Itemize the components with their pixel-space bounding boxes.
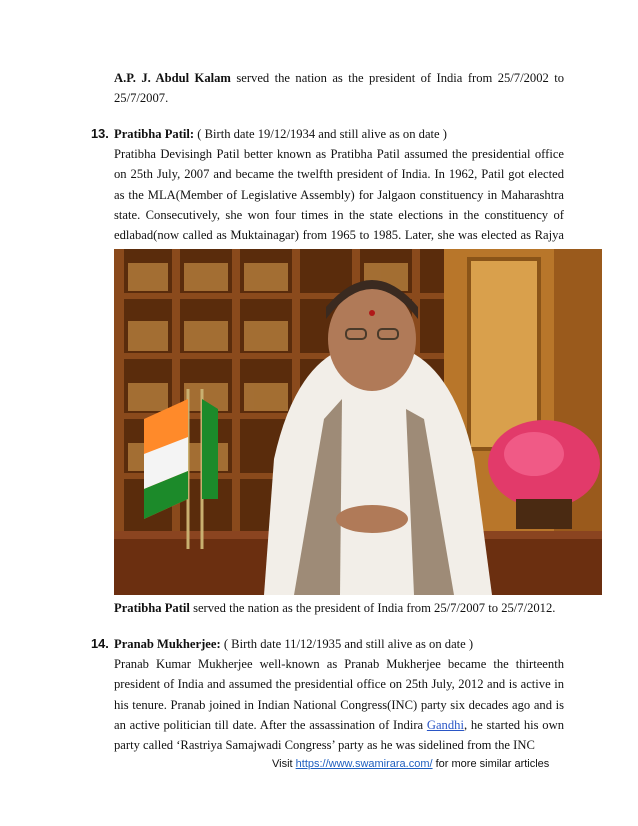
mukherjee-body-text: Pranab Kumar Mukherjee well-known as Pranab Mukherjee became the thirteenth president of India and assumed the presidential office on 25th July, 2012 and is active in his tenure. Pranab joined in Indian National Congress(INC) party six decades ago and is an active politician till date. After the assassination of Indira <box>114 657 564 732</box>
patil-heading <box>91 124 571 144</box>
kalam-name: A.P. J. Abdul Kalam <box>114 71 231 85</box>
patil-caption-name: Pratibha Patil <box>114 601 190 615</box>
kalam-summary-text: served the nation as the president of India from 25/7/2002 to 25/7/2007. <box>114 71 565 106</box>
mukherjee-birth: ( Birth date 11/12/1935 and still alive as on date ) <box>220 637 474 651</box>
patil-number: 13. <box>91 126 109 141</box>
mukherjee-heading <box>91 634 571 654</box>
patil-body: Pratibha Devisingh Patil better known as Pratibha Patil assumed the presidential office on 25th July, 2007 and became the twelfth president of India. In 1962, Patil got elected as the MLA(Member of Legislative Assembly) for Jalgaon constituency in Maharashtra state. Consecutively, she won four times in the state elections in the constituency of edlabad(now called as Muktainagar) from 1965 to 1985. Later, she was elected as Rajya <box>114 147 564 243</box>
patil-birth: ( Birth date 19/12/1934 and still alive as on date ) <box>194 127 447 141</box>
mukherjee-body-text-2: , he started his own party called ‘Rastriya Samajwadi Congress’ party as he was sidelined from the INC <box>114 717 565 753</box>
mukherjee-number: 14. <box>91 636 109 651</box>
footer <box>272 757 572 771</box>
footer-link[interactable]: https://www.swamirara.com/ <box>295 758 433 770</box>
mukherjee-name: Pranab Mukherjee: <box>114 637 221 651</box>
patil-photo <box>114 249 602 595</box>
patil-caption-text: served the nation as the president of India from 25/7/2007 to 25/7/2012. <box>189 601 556 615</box>
mukherjee-body <box>114 654 564 755</box>
patil-name: Pratibha Patil: <box>114 127 195 141</box>
kalam-summary <box>114 68 564 109</box>
gandhi-link[interactable]: Gandhi <box>426 717 464 732</box>
footer-prefix: Visit <box>272 758 296 770</box>
footer-suffix: for more similar articles <box>432 758 550 770</box>
patil-caption <box>114 598 564 618</box>
